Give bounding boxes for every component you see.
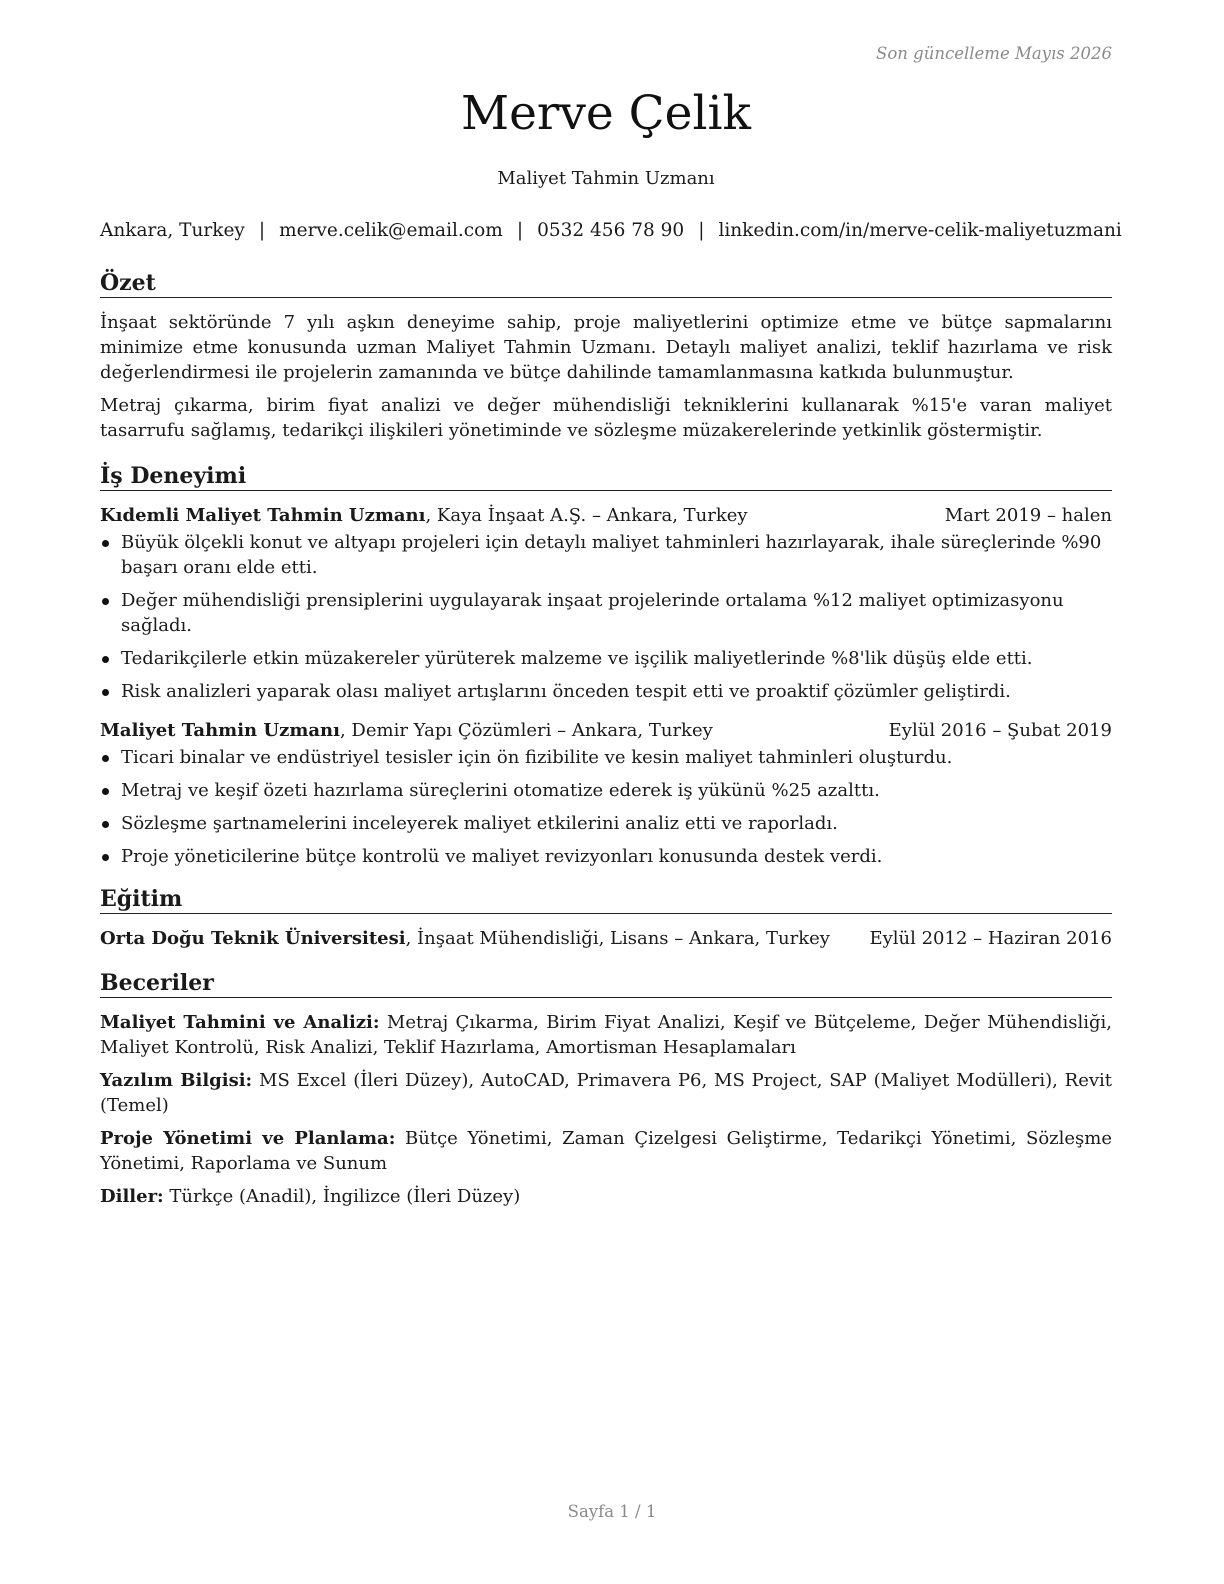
job-bullet bbox=[100, 811, 1112, 836]
job-role: Kıdemli Maliyet Tahmin Uzmanı bbox=[100, 505, 426, 527]
experience-section bbox=[100, 463, 1112, 883]
job-bullets bbox=[100, 745, 1112, 869]
summary-heading: Özet bbox=[100, 270, 1112, 298]
job-role-company bbox=[100, 718, 713, 743]
education-school: Orta Doğu Teknik Üniversitesi bbox=[100, 928, 406, 950]
education-section bbox=[100, 886, 1112, 951]
job-bullet bbox=[100, 844, 1112, 869]
contact-phone: 0532 456 78 90 bbox=[537, 220, 685, 241]
last-updated: Son güncelleme Mayıs 2026 bbox=[876, 44, 1112, 63]
job-bullet-text: Büyük ölçekli konut ve altyapı projeleri için detaylı maliyet tahminleri hazırlayarak, ihale süreçlerinde %90 başarı oranı elde etti. bbox=[121, 532, 1102, 579]
skills-heading: Beceriler bbox=[100, 970, 1112, 998]
education-details: , İnşaat Mühendisliği, Lisans – Ankara, Turkey bbox=[405, 928, 830, 950]
bullet-icon bbox=[102, 755, 109, 762]
skills-section bbox=[100, 970, 1112, 1217]
person-name: Merve Çelik bbox=[460, 86, 752, 141]
skill-line bbox=[100, 1068, 1112, 1118]
job-entry bbox=[100, 718, 1112, 869]
contact-separator: | bbox=[258, 220, 266, 241]
job-bullet bbox=[100, 588, 1112, 638]
page-number: Sayfa 1 / 1 bbox=[567, 1502, 657, 1521]
contact-location: Ankara, Turkey bbox=[100, 220, 245, 241]
experience-heading: İş Deneyimi bbox=[100, 463, 1112, 491]
skill-value: MS Excel (İleri Düzey), AutoCAD, Primavera P6, MS Project, SAP (Maliyet Modülleri), Revit (Temel) bbox=[100, 1070, 1113, 1117]
job-bullet-text: Tedarikçilerle etkin müzakereler yürüterek malzeme ve işçilik maliyetlerinde %8'lik düşüş elde etti. bbox=[121, 648, 1033, 670]
job-role-company bbox=[100, 503, 748, 528]
skill-line bbox=[100, 1010, 1112, 1060]
skill-label: Proje Yönetimi ve Planlama: bbox=[100, 1128, 396, 1150]
job-dates: Eylül 2016 – Şubat 2019 bbox=[888, 720, 1112, 742]
bullet-icon bbox=[102, 540, 109, 547]
contact-separator: | bbox=[516, 220, 524, 241]
education-dates: Eylül 2012 – Haziran 2016 bbox=[869, 928, 1112, 950]
job-header bbox=[100, 503, 1112, 528]
job-role: Maliyet Tahmin Uzmanı bbox=[100, 720, 340, 742]
job-bullet bbox=[100, 530, 1112, 580]
bullet-icon bbox=[102, 689, 109, 696]
bullet-icon bbox=[102, 854, 109, 861]
skill-label: Diller: bbox=[100, 1186, 164, 1208]
job-bullet-text: Risk analizleri yaparak olası maliyet artışlarını önceden tespit etti ve proaktif çözümler geliştirdi. bbox=[121, 681, 1011, 703]
skill-value: Metraj Çıkarma, Birim Fiyat Analizi, Keşif ve Bütçeleme, Değer Mühendisliği, Maliyet Kontrolü, Risk Analizi, Teklif Hazırlama, Amortisman Hesaplamaları bbox=[100, 1012, 1113, 1059]
skill-label: Maliyet Tahmini ve Analizi: bbox=[100, 1012, 380, 1034]
education-school-details bbox=[100, 926, 830, 951]
bullet-icon bbox=[102, 788, 109, 795]
contact-separator: | bbox=[698, 220, 705, 241]
job-bullet-text: Değer mühendisliği prensiplerini uygulayarak inşaat projelerinde ortalama %12 maliyet optimizasyonu sağladı. bbox=[121, 590, 1064, 637]
job-bullet bbox=[100, 646, 1112, 671]
job-bullet bbox=[100, 745, 1112, 770]
summary-paragraph: Metraj çıkarma, birim fiyat analizi ve değer mühendisliği tekniklerini kullanarak %15'e varan maliyet tasarrufu sağlamış, tedarikçi ilişkileri yönetiminde ve sözleşme müzakerelerinde yetkinlik göstermiştir. bbox=[100, 395, 1112, 442]
job-dates: Mart 2019 – halen bbox=[944, 505, 1112, 527]
contact-email[interactable]: merve.celik@email.com bbox=[279, 220, 503, 241]
job-entry bbox=[100, 503, 1112, 704]
job-bullet-text: Metraj ve keşif özeti hazırlama süreçlerini otomatize ederek iş yükünü %25 azalttı. bbox=[121, 780, 880, 802]
job-bullet bbox=[100, 778, 1112, 803]
contact-linkedin[interactable]: linkedin.com/in/merve-celik-maliyetuzmani bbox=[718, 220, 1122, 241]
job-company: , Demir Yapı Çözümleri – Ankara, Turkey bbox=[339, 720, 713, 742]
summary-section bbox=[100, 270, 1112, 451]
job-header bbox=[100, 718, 1112, 743]
education-entry bbox=[100, 926, 1112, 951]
contact-line bbox=[100, 220, 1122, 242]
bullet-icon bbox=[102, 598, 109, 605]
job-bullet-text: Sözleşme şartnamelerini inceleyerek maliyet etkilerini analiz etti ve raporladı. bbox=[121, 813, 838, 835]
job-bullet-text: Ticari binalar ve endüstriyel tesisler için ön fizibilite ve kesin maliyet tahminleri oluşturdu. bbox=[121, 747, 953, 769]
skill-line bbox=[100, 1126, 1112, 1176]
skill-line bbox=[100, 1184, 1112, 1209]
job-bullet bbox=[100, 679, 1112, 704]
summary-paragraph: İnşaat sektöründe 7 yılı aşkın deneyime sahip, proje maliyetlerini optimize etme ve bütçe sapmalarını minimize etme konusunda uzman Maliyet Tahmin Uzmanı. Detaylı maliyet analizi, teklif hazırlama ve risk değerlendirmesi ile projelerin zamanında ve bütçe dahilinde tamamlanmasına katkıda bulunmuştur. bbox=[100, 312, 1112, 384]
job-title: Maliyet Tahmin Uzmanı bbox=[497, 168, 715, 189]
job-bullets bbox=[100, 530, 1112, 704]
skill-value: Türkçe (Anadil), İngilizce (İleri Düzey) bbox=[163, 1186, 521, 1208]
bullet-icon bbox=[102, 656, 109, 663]
skill-value: Bütçe Yönetimi, Zaman Çizelgesi Geliştirme, Tedarikçi Yönetimi, Sözleşme Yönetimi, Raporlama ve Sunum bbox=[100, 1128, 1113, 1175]
job-bullet-text: Proje yöneticilerine bütçe kontrolü ve maliyet revizyonları konusunda destek verdi. bbox=[121, 846, 883, 868]
education-heading: Eğitim bbox=[100, 886, 1112, 914]
skill-label: Yazılım Bilgisi: bbox=[100, 1070, 253, 1092]
job-company: , Kaya İnşaat A.Ş. – Ankara, Turkey bbox=[425, 505, 748, 527]
bullet-icon bbox=[102, 821, 109, 828]
